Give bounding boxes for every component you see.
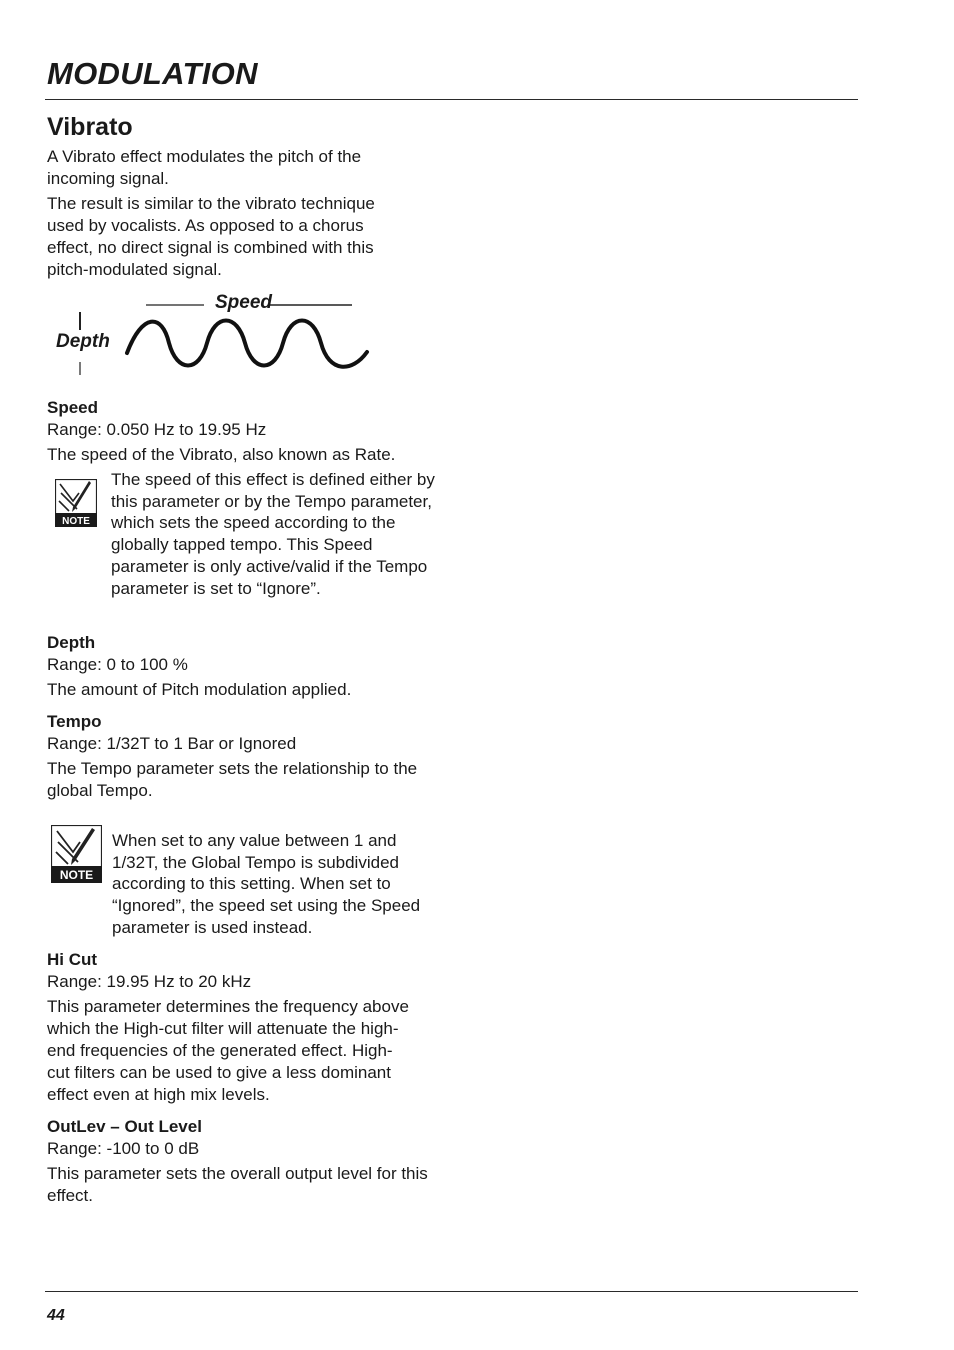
footer-rule [45, 1291, 858, 1292]
param-tempo-heading: Tempo [47, 712, 102, 731]
speed-label: Speed [215, 292, 273, 313]
note-icon-label: NOTE [59, 868, 94, 882]
note-icon [51, 825, 102, 883]
intro-paragraph-2: The result is similar to the vibrato technique used by vocalists. As opposed to a chorus effect, no direct signal is combined with this pitch-modulated signal. [47, 194, 375, 279]
depth-label: Depth [56, 331, 110, 352]
param-outlev-range: Range: -100 to 0 dB [47, 1139, 200, 1158]
param-depth-range: Range: 0 to 100 % [47, 655, 188, 674]
param-tempo-note: When set to any value between 1 and 1/32T, the Global Tempo is subdivided according to this setting. When set to “Ignored”, the speed set using the Speed parameter is used instead. [112, 831, 421, 937]
param-hicut-range: Range: 19.95 Hz to 20 kHz [47, 972, 252, 991]
param-hicut-desc: This parameter determines the frequency above which the High-cut filter will attenuate the high-end frequencies of the generated effect. High-cut filters can be used to give a less dominant effect even at high mix levels. [47, 997, 409, 1104]
param-hicut-heading: Hi Cut [47, 950, 98, 969]
param-speed-desc: The speed of the Vibrato, also known as Rate. [47, 445, 396, 464]
param-depth-desc: The amount of Pitch modulation applied. [47, 680, 352, 699]
param-outlev-heading: OutLev – Out Level [47, 1117, 202, 1136]
header-rule [45, 99, 858, 100]
vibrato-diagram [47, 288, 387, 383]
page-number: 44 [47, 1307, 65, 1324]
note-icon-label: NOTE [62, 516, 90, 527]
param-tempo-desc: The Tempo parameter sets the relationship to the global Tempo. [47, 759, 418, 800]
intro-paragraph-1: A Vibrato effect modulates the pitch of the incoming signal. [47, 147, 362, 188]
param-speed-note: The speed of this effect is defined either by this parameter or by the Tempo parameter, which sets the speed according to the globally tapped tempo. This Speed parameter is only active/valid if the Tempo parameter is set to “Ignore”. [111, 470, 435, 598]
section-title: Vibrato [47, 113, 133, 141]
param-speed-range: Range: 0.050 Hz to 19.95 Hz [47, 420, 267, 439]
param-outlev-desc: This parameter sets the overall output level for this effect. [47, 1164, 428, 1205]
param-speed-heading: Speed [47, 398, 99, 417]
note-icon [55, 479, 97, 529]
param-tempo-range: Range: 1/32T to 1 Bar or Ignored [47, 734, 297, 753]
chapter-title: MODULATION [47, 56, 258, 91]
param-depth-heading: Depth [47, 633, 96, 652]
